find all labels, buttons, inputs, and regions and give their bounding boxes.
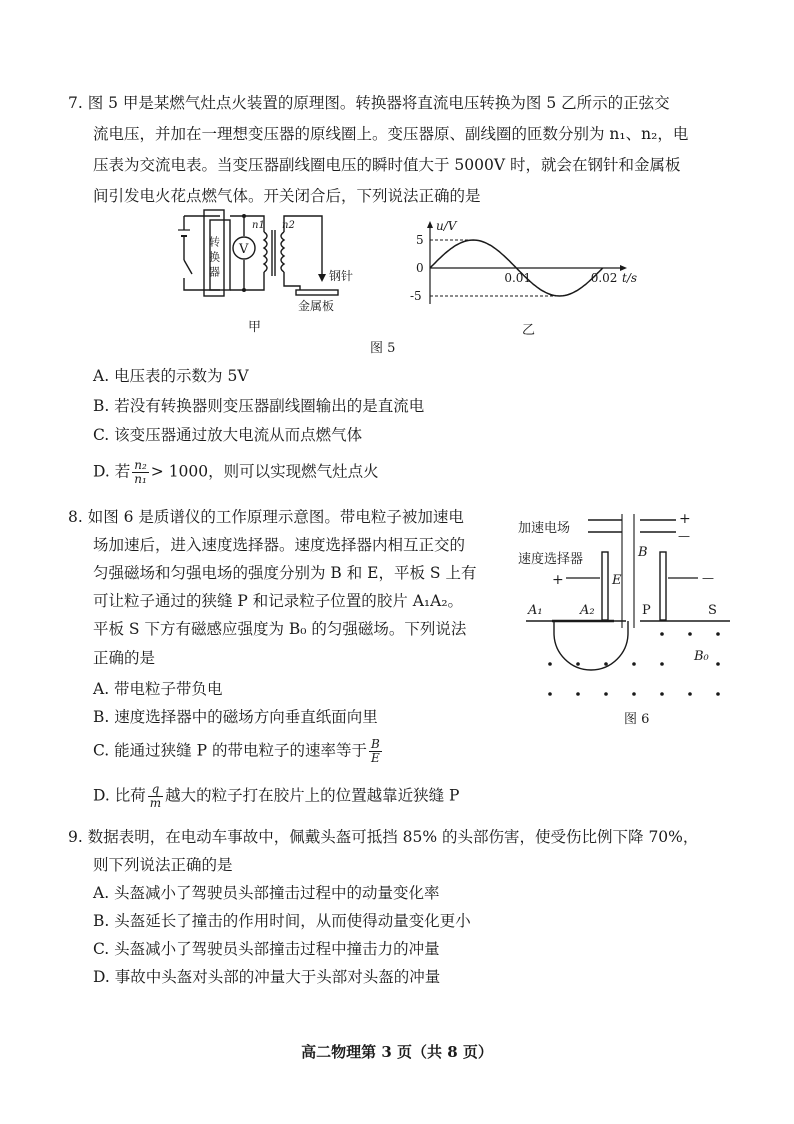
y-tick-label: 0 bbox=[416, 261, 424, 275]
q7-option-a: A. 电压表的示数为 5V bbox=[93, 367, 249, 385]
field-dot bbox=[660, 632, 664, 636]
q8-line-2: 场加速后，进入速度选择器。速度选择器内相互正交的 bbox=[93, 536, 466, 554]
fraction-numerator: B bbox=[370, 737, 380, 751]
fraction-denominator: m bbox=[149, 796, 162, 810]
fraction-numerator: n₂ bbox=[134, 458, 147, 472]
fig6-a2-label: A₂ bbox=[580, 603, 595, 618]
q8-option-d-prefix: D. 比荷 bbox=[93, 786, 146, 805]
x-tick-label: 0.01 bbox=[504, 271, 532, 285]
q8-option-d-suffix: 越大的粒子打在胶片上的位置越靠近狭缝 P bbox=[165, 786, 460, 805]
page-footer: 高二物理第 3 页（共 8 页） bbox=[301, 1043, 493, 1061]
q8-option-a: A. 带电粒子带负电 bbox=[93, 680, 223, 698]
q8-line-5: 平板 S 下方有磁感应强度为 B₀ 的匀强磁场。下列说法 bbox=[93, 620, 467, 638]
fig5-voltmeter-label: V bbox=[239, 242, 249, 257]
fig6-caption: 图 6 bbox=[624, 712, 650, 727]
fig6-a1-label: A₁ bbox=[528, 603, 543, 618]
fraction-denominator: E bbox=[370, 751, 380, 765]
fig5-sine-chart bbox=[405, 218, 645, 308]
field-dot bbox=[716, 632, 720, 636]
fraction-numerator: q bbox=[148, 783, 163, 797]
field-dot bbox=[576, 662, 580, 666]
fig5-plate-label: 金属板 bbox=[298, 299, 335, 313]
fig6-b0-label: B₀ bbox=[694, 649, 709, 664]
q8-option-c bbox=[93, 738, 384, 765]
q9-option-b: B. 头盔延长了撞击的作用时间，从而使得动量变化更小 bbox=[93, 912, 471, 930]
field-dot bbox=[716, 662, 720, 666]
q7-option-b: B. 若没有转换器则变压器副线圈输出的是直流电 bbox=[93, 397, 425, 415]
q7-line-3: 压表为交流电表。当变压器副线圈电压的瞬时值大于 5000V 时，就会在钢针和金属板 bbox=[93, 156, 681, 174]
q7-option-c: C. 该变压器通过放大电流从而点燃气体 bbox=[93, 426, 363, 444]
q7-line-2: 流电压，并加在一理想变压器的原线圈上。变压器原、副线圈的匝数分别为 n₁、n₂，电 bbox=[93, 125, 689, 143]
field-dot bbox=[548, 692, 552, 696]
fig5-panel-b: 乙 bbox=[522, 323, 536, 338]
field-dot bbox=[716, 692, 720, 696]
y-axis-label: u/V bbox=[436, 219, 457, 233]
field-dot bbox=[688, 632, 692, 636]
q8-line-3: 匀强磁场和匀强电场的强度分别为 B 和 E，平板 S 上有 bbox=[93, 564, 477, 582]
x-axis-label: t/s bbox=[622, 271, 638, 285]
fig6-plus-top: + bbox=[679, 511, 691, 527]
field-dot bbox=[632, 692, 636, 696]
field-dot bbox=[688, 692, 692, 696]
q8-option-d-fraction bbox=[148, 783, 163, 810]
fig6-e-label: E bbox=[612, 573, 622, 588]
fig6-s-label: S bbox=[708, 603, 717, 618]
field-dot bbox=[660, 692, 664, 696]
q7-line-4: 间引发电火花点燃气体。开关闭合后，下列说法正确的是 bbox=[93, 187, 481, 205]
fig5-needle-label: 钢针 bbox=[329, 269, 354, 283]
fig5-n2-label: n2 bbox=[282, 220, 295, 231]
fig6-mass-spectrometer bbox=[516, 508, 736, 708]
q8-option-b: B. 速度选择器中的磁场方向垂直纸面向里 bbox=[93, 708, 378, 726]
q7-option-d-prefix: D. 若 bbox=[93, 462, 131, 481]
fig6-minus-right: — bbox=[702, 571, 714, 585]
field-dot bbox=[604, 692, 608, 696]
fig5-circuit-diagram bbox=[172, 208, 372, 328]
q8-line-1: 8. 如图 6 是质谱仪的工作原理示意图。带电粒子被加速电 bbox=[68, 508, 464, 526]
y-axis-arrow bbox=[427, 221, 433, 228]
fig6-velocity-selector-label: 速度选择器 bbox=[518, 552, 584, 567]
q8-option-d bbox=[93, 783, 459, 810]
field-dot bbox=[604, 662, 608, 666]
y-tick-label: 5 bbox=[416, 233, 424, 247]
q7-line-1: 7. 图 5 甲是某燃气灶点火装置的原理图。转换器将直流电压转换为图 5 乙所示的正弦交 bbox=[68, 94, 670, 112]
field-dot bbox=[632, 662, 636, 666]
q9-line-2: 则下列说法正确的是 bbox=[93, 856, 233, 874]
y-tick-label: -5 bbox=[410, 289, 422, 303]
q7-option-d-suffix: > 1000，则可以实现燃气灶点火 bbox=[150, 462, 379, 481]
q8-line-6: 正确的是 bbox=[93, 649, 156, 667]
fig5-caption: 图 5 bbox=[370, 341, 396, 356]
fig6-accel-field-label: 加速电场 bbox=[518, 521, 571, 536]
fig6-p-label: P bbox=[642, 603, 651, 618]
fraction-denominator: n₁ bbox=[134, 472, 147, 486]
fig6-plus-left: + bbox=[552, 572, 564, 588]
fig5-panel-a: 甲 bbox=[248, 320, 262, 335]
q8-line-4: 可让粒子通过的狭缝 P 和记录粒子位置的胶片 A₁A₂。 bbox=[93, 592, 464, 610]
q9-line-1: 9. 数据表明，在电动车事故中，佩戴头盔可抵挡 85% 的头部伤害，使受伤比例下降 70%， bbox=[68, 828, 699, 846]
q9-option-d: D. 事故中头盔对头部的冲量大于头部对头盔的冲量 bbox=[93, 968, 441, 986]
q8-option-c-fraction bbox=[369, 738, 382, 765]
x-tick-label: 0.02 bbox=[590, 271, 618, 285]
fig5-converter-label: 转换器 bbox=[207, 236, 221, 281]
q8-option-c-prefix: C. 能通过狭缝 P 的带电粒子的速率等于 bbox=[93, 741, 367, 760]
field-dot bbox=[576, 692, 580, 696]
field-dot bbox=[660, 662, 664, 666]
fig6-minus-top: — bbox=[678, 529, 690, 543]
fig6-b-label: B bbox=[638, 545, 648, 560]
q7-option-d bbox=[93, 459, 379, 486]
q9-option-a: A. 头盔减小了驾驶员头部撞击过程中的动量变化率 bbox=[93, 884, 440, 902]
q7-option-d-fraction bbox=[132, 459, 149, 486]
q9-option-c: C. 头盔减小了驾驶员头部撞击过程中撞击力的冲量 bbox=[93, 940, 440, 958]
fig5-n1-label: n1 bbox=[252, 220, 265, 231]
field-dot bbox=[548, 662, 552, 666]
